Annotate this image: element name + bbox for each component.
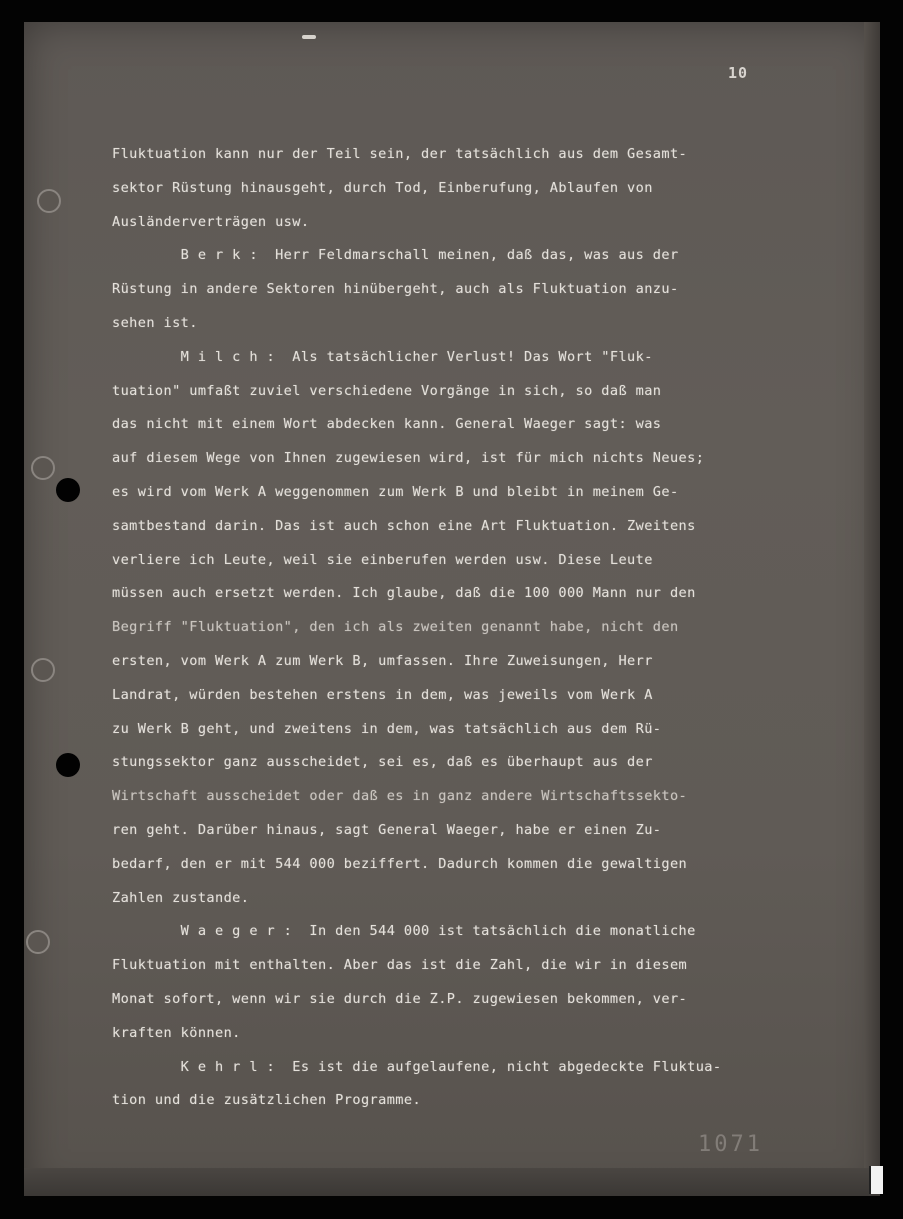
scan-tab-marker bbox=[869, 1166, 883, 1194]
text-line: Ausländerverträgen usw. bbox=[112, 213, 310, 230]
punch-hole-ring bbox=[31, 658, 55, 682]
text-line: B e r k : Herr Feldmarschall meinen, daß das, was aus der bbox=[112, 247, 679, 264]
text-line: Fluktuation kann nur der Teil sein, der tatsächlich aus dem Gesamt- bbox=[112, 146, 688, 162]
text-line: M i l c h : Als tatsächlicher Verlust! Das Wort "Fluk- bbox=[112, 348, 653, 365]
punch-hole bbox=[56, 753, 80, 777]
text-line: Monat sofort, wenn wir sie durch die Z.P. zugewiesen bekommen, ver- bbox=[112, 990, 688, 1007]
text-line: Fluktuation mit enthalten. Aber das ist die Zahl, die wir in diesem bbox=[112, 957, 688, 974]
text-line: bedarf, den er mit 544 000 beziffert. Dadurch kommen die gewaltigen bbox=[112, 855, 688, 872]
text-line: ersten, vom Werk A zum Werk B, umfassen. Ihre Zuweisungen, Herr bbox=[112, 652, 653, 669]
text-line: zu Werk B geht, und zweitens in dem, was tatsächlich aus dem Rü- bbox=[112, 720, 662, 737]
text-line: tion und die zusätzlichen Programme. bbox=[112, 1092, 422, 1109]
page-bottom-edge bbox=[24, 1168, 880, 1196]
text-line: müssen auch ersetzt werden. Ich glaube, daß die 100 000 Mann nur den bbox=[112, 585, 696, 602]
punch-hole bbox=[56, 478, 80, 502]
text-line: verliere ich Leute, weil sie einberufen werden usw. Diese Leute bbox=[112, 551, 653, 568]
text-line: sektor Rüstung hinausgeht, durch Tod, Einberufung, Ablaufen von bbox=[112, 179, 653, 196]
text-line: sehen ist. bbox=[112, 314, 198, 331]
text-line: tuation" umfaßt zuviel verschiedene Vorgänge in sich, so daß man bbox=[112, 382, 662, 399]
typed-body-text bbox=[112, 138, 812, 1118]
text-line: W a e g e r : In den 544 000 ist tatsächlich die monatliche bbox=[112, 923, 696, 940]
text-line: samtbestand darin. Das ist auch schon eine Art Fluktuation. Zweitens bbox=[112, 517, 696, 534]
punch-hole-ring bbox=[37, 189, 61, 213]
text-line: stungssektor ganz ausscheidet, sei es, daß es überhaupt aus der bbox=[112, 754, 653, 771]
punch-hole-ring bbox=[31, 456, 55, 480]
text-line: Rüstung in andere Sektoren hinübergeht, auch als Fluktuation anzu- bbox=[112, 281, 679, 298]
text-line: ren geht. Darüber hinaus, sagt General Waeger, habe er einen Zu- bbox=[112, 821, 662, 838]
text-line: Wirtschaft ausscheidet oder daß es in ganz andere Wirtschaftssekto- bbox=[112, 788, 688, 805]
text-line: Landrat, würden bestehen erstens in dem, was jeweils vom Werk A bbox=[112, 686, 653, 703]
text-line: K e h r l : Es ist die aufgelaufene, nicht abgedeckte Fluktua- bbox=[112, 1058, 722, 1075]
text-line: kraften können. bbox=[112, 1024, 241, 1041]
text-line: auf diesem Wege von Ihnen zugewiesen wird, ist für mich nichts Neues; bbox=[112, 450, 705, 467]
page-number: 10 bbox=[728, 64, 749, 82]
page-edge bbox=[864, 22, 880, 1196]
text-line: es wird vom Werk A weggenommen zum Werk B und bleibt in meinem Ge- bbox=[112, 483, 679, 500]
text-line: das nicht mit einem Wort abdecken kann. General Waeger sagt: was bbox=[112, 416, 662, 433]
punch-hole-ring bbox=[26, 930, 50, 954]
text-line: Begriff "Fluktuation", den ich als zweiten genannt habe, nicht den bbox=[112, 619, 679, 636]
text-line: Zahlen zustande. bbox=[112, 889, 250, 906]
top-mark bbox=[302, 35, 316, 39]
archive-stamp-number: 1071 bbox=[698, 1132, 763, 1157]
